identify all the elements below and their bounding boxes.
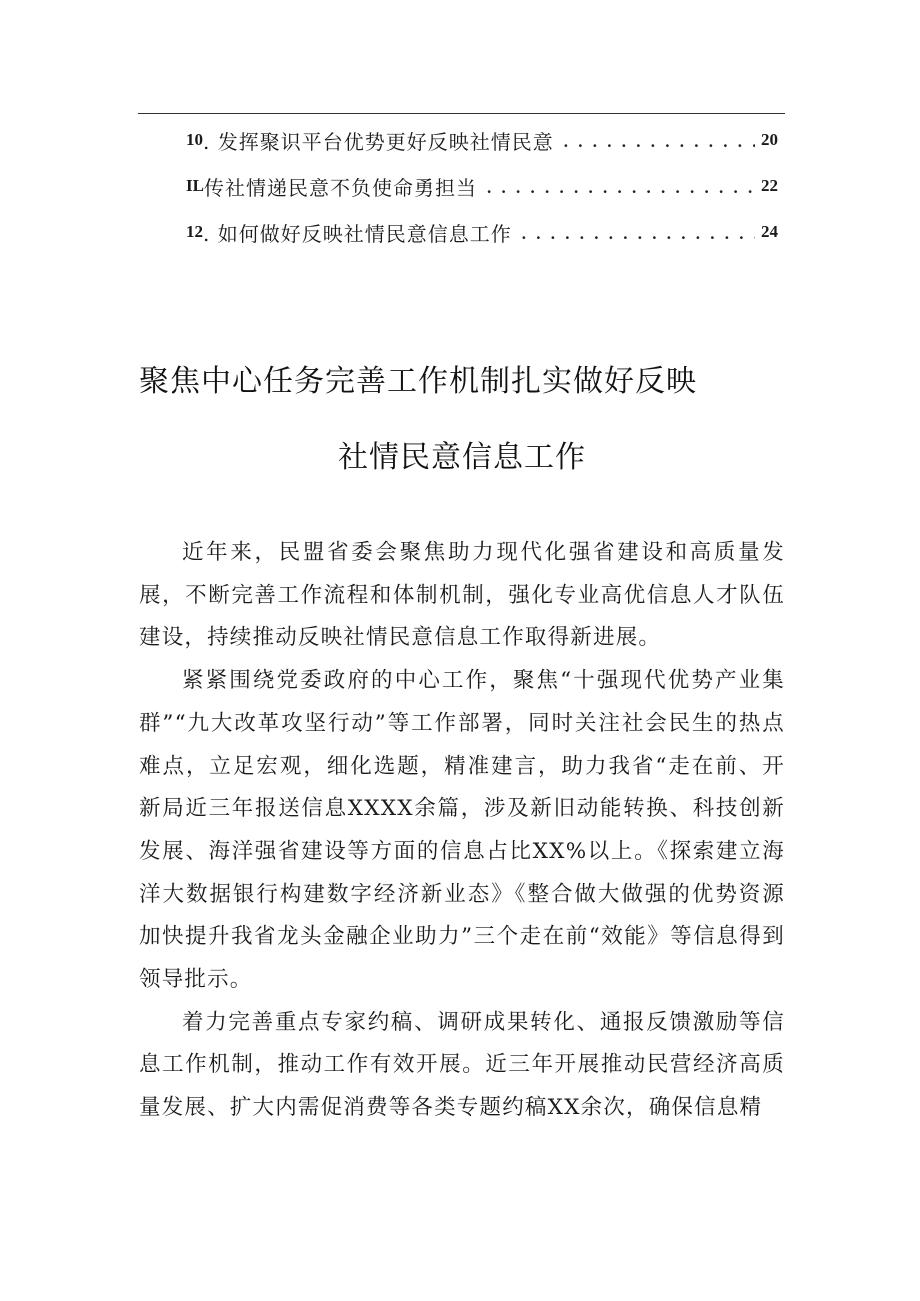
toc-leader-dots [487, 178, 755, 198]
toc-entry-11[interactable] [186, 163, 778, 209]
article-body [139, 532, 785, 1130]
toc-entry-number: IL [186, 176, 204, 195]
article-title-line-1: 聚焦中心任务完善工作机制扎实做好反映 [139, 364, 697, 399]
toc-entry-title: 传社情递民意不负使命勇担当 [203, 175, 477, 200]
toc-entry-page: 22 [761, 176, 778, 195]
toc-entry-number: 10 [186, 130, 203, 149]
toc-leader-dots [522, 224, 755, 244]
toc-entry-page: 24 [761, 222, 778, 241]
body-paragraph-1: 近年来，民盟省委会聚焦助力现代化强省建设和高质量发展，不断完善工作流程和体制机制，强化专业高优信息人才队伍建设，持续推动反映社情民意信息工作取得新进展。 [139, 540, 785, 651]
body-paragraph-3: 着力完善重点专家约稿、调研成果转化、通报反馈激励等信息工作机制，推动工作有效开展。近三年开展推动民营经济高质量发展、扩大内需促消费等各类专题约稿XX余次，确保信息精 [139, 1009, 785, 1121]
body-paragraph-2: 紧紧围绕党委政府的中心工作，聚焦“十强现代优势产业集群”“九大改革攻坚行动”等工作部署，同时关注社会民生的热点难点，立足宏观，细化选题，精准建言，助力我省“走在前、开新局近三年报送信息XXXX余篇，涉及新旧动能转换、科技创新发展、海洋强省建设等方面的信息占比XX%以上。《探索建立海洋大数据银行构建数字经济新业态》《整合做大做强的优势资源加快提升我省龙头金融企业助力”三个走在前“效能》等信息得到领导批示。 [139, 668, 785, 993]
toc-entry-title: . 发挥聚识平台优势更好反映社情民意 [203, 129, 554, 154]
toc-leader-dots [564, 132, 755, 152]
table-of-contents [186, 117, 778, 255]
toc-top-rule [138, 113, 785, 114]
toc-entry-10[interactable] [186, 117, 778, 163]
article-title-line-2: 社情民意信息工作 [338, 440, 586, 475]
toc-entry-number: 12 [186, 222, 203, 241]
toc-entry-page: 20 [761, 130, 778, 149]
toc-entry-title: . 如何做好反映社情民意信息工作 [203, 221, 512, 246]
toc-entry-12[interactable] [186, 209, 778, 255]
